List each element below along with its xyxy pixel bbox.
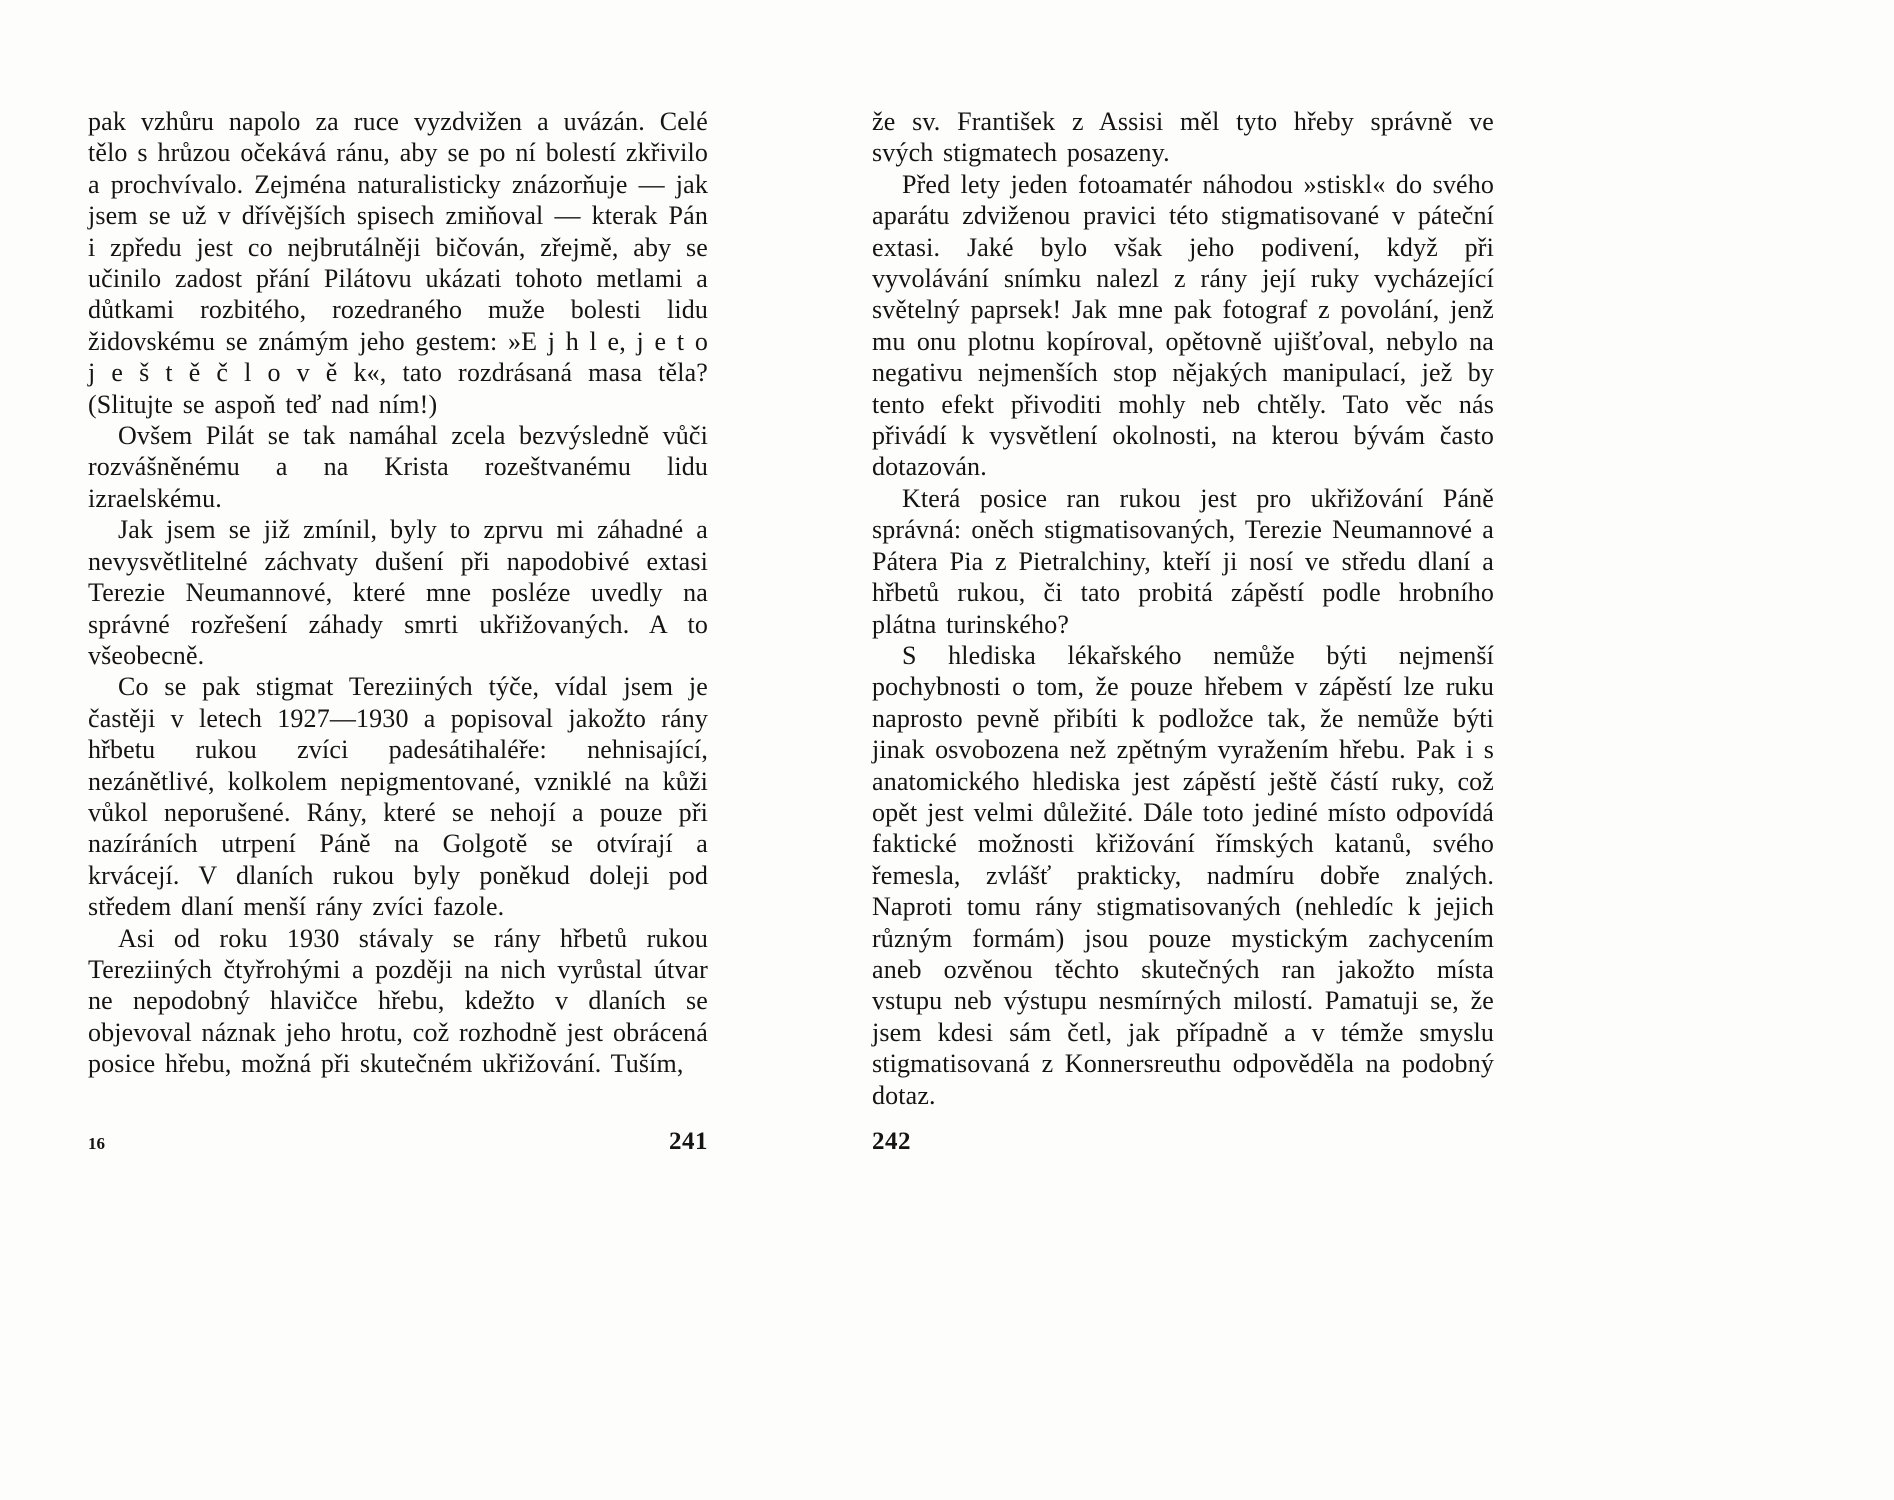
book-page-right-text (872, 106, 1494, 1111)
paragraph: Ovšem Pilát se tak namáhal zcela bezvýsledně vůči rozvášněnému a na Krista rozeštvanému lidu izraelskému. (88, 421, 708, 513)
paragraph: že sv. František z Assisi měl tyto hřeby správně ve svých stigmatech posazeny. (872, 107, 1494, 168)
paragraph: Asi od roku 1930 stávaly se rány hřbetů rukou Tereziiných čtyřrohými a později na nich vyrůstal útvar ne nepodobný hlavičce hřebu, kdežto v dlaních se objevoval náznak jeho hrotu, což rozhodně jest obrácená posice hřebu, možná při skutečném ukřižování. Tuším, (88, 923, 708, 1079)
page-number-left: 241 (669, 1128, 708, 1155)
signature-mark: 16 (88, 1134, 105, 1153)
paragraph: S hlediska lékařského nemůže býti nejmenší pochybnosti o tom, že pouze hřebem v zápěstí lze ruku naprosto pevně přibíti k podložce tak, že nemůže býti jinak osvobozena než zpětným vyražením hřebu. Pak i s anatomického hlediska jest zápěstí ještě částí ruky, což opět jest velmi důležité. Dále toto jediné místo odpovídá faktické možnosti křižování římských katanů, svého řemesla, zvlášť prakticky, nadmíru dobře znalých. Naproti tomu rány stigmatisovaných (nehledíc k jejich různým formám) jsou pouze mystickým zachycením aneb ozvěnou těchto skutečných ran jakožto místa vstupu neb výstupu nesmírných milostí. Pamatuji se, že jsem kdesi sám četl, jak případně a v témže smyslu stigmatisovaná z Konnersreuthu odpověděla na podobný dotaz. (872, 640, 1494, 1110)
paragraph: Která posice ran rukou jest pro ukřižování Páně správná: oněch stigmatisovaných, Terezie Neumannové a Pátera Pia z Pietralchiny, kteří ji nosí ve středu dlaní a hřbetů rukou, či tato probitá zápěstí podle hrobního plátna turinského? (872, 483, 1494, 639)
paragraph: pak vzhůru napolo za ruce vyzdvižen a uvázán. Celé tělo s hrůzou očekává ránu, aby se po ní bolestí zkřivilo a prochvívalo. Zejména naturalisticky znázorňuje — jak jsem se už v dřívějších spisech zmiňoval — kterak Pán i zpředu jest co nejbrutálněji bičován, zřejmě, aby se učinilo zadost přání Pilátovu ukázati tohoto metlami a důtkami rozbitého, rozedraného muže bolesti lidu židovskému se známým jeho gestem: »E j h l e, j e t o j e š t ě č l o v ě k«, tato rozdrásaná masa těla? (Slitujte se aspoň teď nad ním!) (88, 107, 708, 419)
paragraph: Jak jsem se již zmínil, byly to zprvu mi záhadné a nevysvětlitelné záchvaty dušení při napodobivé extasi Terezie Neumannové, které mne posléze uvedly na správné rozřešení záhady smrti ukřižovaných. A to všeobecně. (88, 515, 708, 670)
book-page-left-text (88, 106, 708, 1080)
page-number-right: 242 (872, 1128, 911, 1155)
paragraph: Před lety jeden fotoamatér náhodou »stiskl« do svého aparátu zdviženou pravici této stigmatisované v páteční extasi. Jaké bylo však jeho podivení, když při vyvolávání snímku nalezl z rány její ruky vycházející světelný paprsek! Jak mne pak fotograf z povolání, jenž mu onu plotnu kopíroval, opětovně ujišťoval, nebylo na negativu nejmenších stop nějakých manipulací, jež by tento efekt přivoditi mohly neb chtěly. Tato věc nás přivádí k vysvětlení okolnosti, na kterou bývám často dotazován. (872, 169, 1494, 482)
paragraph: Co se pak stigmat Tereziiných týče, vídal jsem je častěji v letech 1927—1930 a popisoval jakožto rány hřbetu rukou zvíci padesátihaléře: nehnisající, nezánětlivé, kolkolem nepigmentované, vzniklé na kůži vůkol neporušené. Rány, které se nehojí a pouze při nazíráních utrpení Páně na Golgotě se otvírají a krvácejí. V dlaních rukou byly poněkud doleji pod středem dlaní menší rány zvíci fazole. (88, 672, 708, 922)
